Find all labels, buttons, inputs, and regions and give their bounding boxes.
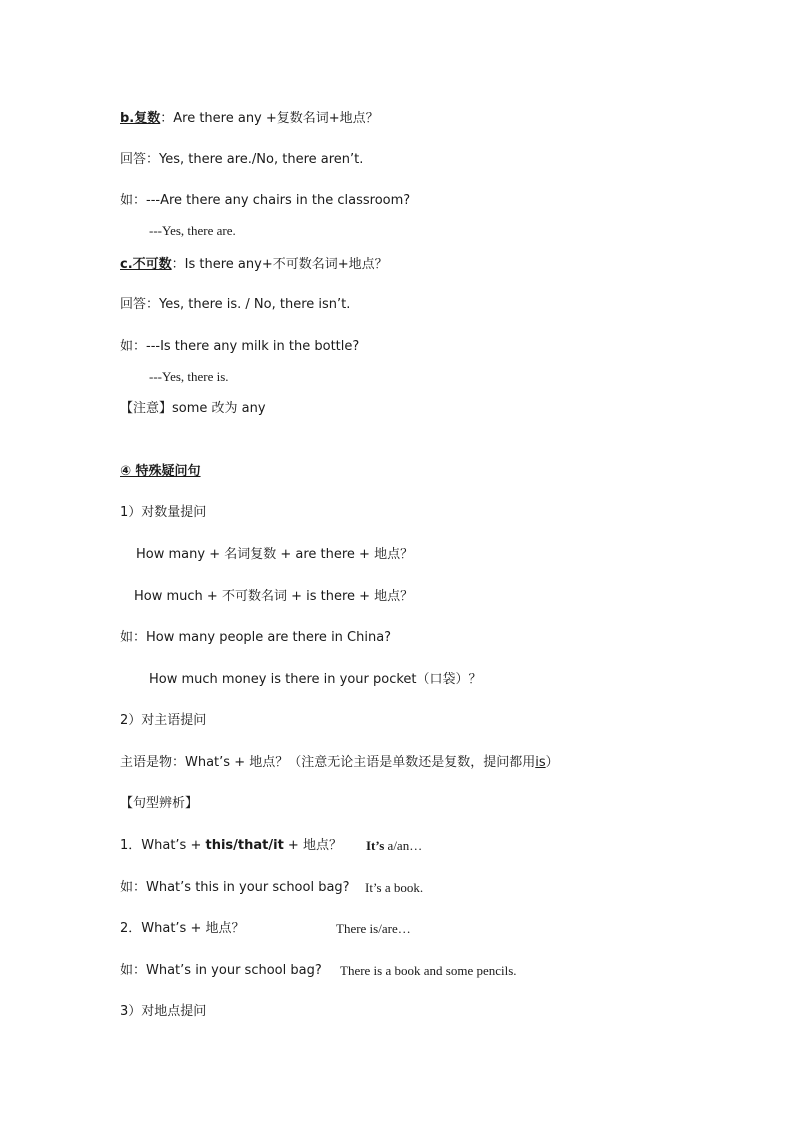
location-question-title: 3）对地点提问 xyxy=(120,1004,207,1019)
section-4-title-text: ④ 特殊疑问句 xyxy=(120,464,201,479)
section-c-label: c.不可数 xyxy=(120,257,172,272)
section-c-answer: 回答：Yes, there is. / No, there isn’t. xyxy=(120,297,351,312)
section-b-answer: 回答：Yes, there are./No, there aren’t. xyxy=(120,152,364,167)
sentence-analysis-title: 【句型辨析】 xyxy=(120,796,199,811)
analysis-item-2-example-question: 如：What’s in your school bag? xyxy=(120,963,322,978)
section-c-note: 【注意】some 改为 any xyxy=(120,401,266,416)
section-b-example-answer: ---Yes, there are. xyxy=(149,223,236,238)
subject-rule-suffix: ） xyxy=(545,755,559,770)
item1-answer-its: It’s xyxy=(366,838,385,853)
section-c-example-question: 如：---Is there any milk in the bottle? xyxy=(120,339,360,354)
subject-question-title: 2）对主语提问 xyxy=(120,713,207,728)
section-c-rule: ：Is there any+不可数名词+地点？ xyxy=(171,257,388,272)
item1-pronouns: this/that/it xyxy=(205,838,284,853)
analysis-item-2-example-answer: There is a book and some pencils. xyxy=(340,963,517,978)
item1-answer-rest: a/an… xyxy=(384,838,423,853)
analysis-item-1-example-answer: It’s a book. xyxy=(365,880,424,895)
analysis-item-1-example-question: 如：What’s this in your school bag? xyxy=(120,880,350,895)
subject-rule xyxy=(120,754,559,772)
quantity-example-2: How much money is there in your pocket（口袋）？ xyxy=(149,672,482,687)
section-b-pattern xyxy=(120,109,379,128)
section-b-example-question: 如：---Are there any chairs in the classroom? xyxy=(120,193,411,208)
section-c-pattern xyxy=(120,255,388,274)
section-c-example-answer: ---Yes, there is. xyxy=(149,369,229,384)
section-b-label: b.复数 xyxy=(120,111,161,126)
how-much-pattern: How much + 不可数名词 + is there + 地点？ xyxy=(134,589,414,604)
analysis-item-2: 2．What’s + 地点？ xyxy=(120,921,245,936)
analysis-item-2-answer: There is/are… xyxy=(336,921,411,936)
section-4-title xyxy=(120,463,201,481)
subject-rule-prefix: 主语是物：What’s + 地点？（注意无论主语是单数还是复数，提问都用 xyxy=(120,755,536,770)
subject-rule-is: is xyxy=(535,755,546,770)
analysis-item-1-answer xyxy=(366,837,422,855)
analysis-item-1 xyxy=(120,837,342,855)
quantity-example-1: 如：How many people are there in China? xyxy=(120,630,392,645)
how-many-pattern: How many + 名词复数 + are there + 地点？ xyxy=(136,547,414,562)
section-b-rule: ：Are there any +复数名词+地点？ xyxy=(160,111,379,126)
item1-prefix: 1．What’s + xyxy=(120,838,206,853)
quantity-question-title: 1）对数量提问 xyxy=(120,505,207,520)
item1-suffix: + 地点？ xyxy=(283,838,342,853)
